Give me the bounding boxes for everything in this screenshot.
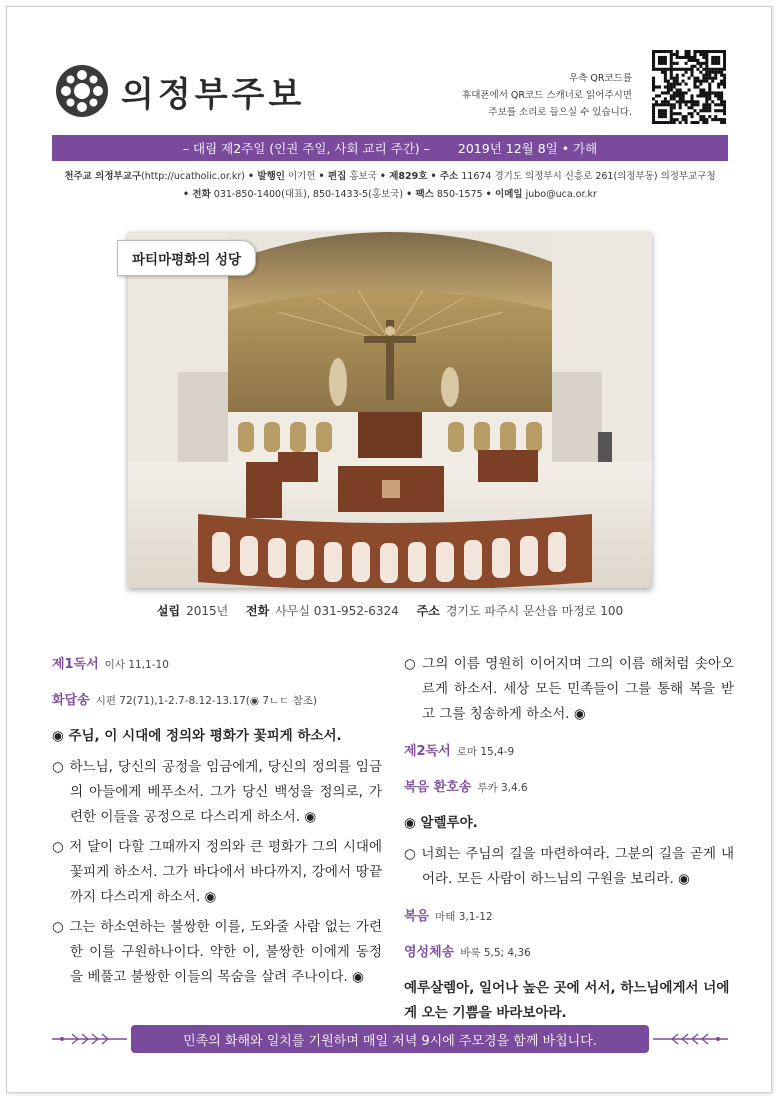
liturgical-day: – 대림 제2주일 (인권 주일, 사회 교리 주간) – bbox=[182, 141, 430, 156]
acclamation-verse: ○ 너희는 주님의 길을 마련하여라. 그분의 길을 곧게 내어라. 모든 사람이 하느님의 구원을 보리라. ◉ bbox=[404, 846, 734, 887]
left-ornament-icon bbox=[52, 1032, 127, 1046]
readings-left-column bbox=[52, 652, 382, 995]
publisher-info: 천주교 의정부교구(http://ucatholic.or.kr) • 발행인 이기헌 • 편집 홍보국 • 제829호 • 주소 11674 경기도 의정부시 신흥로 261(의정부동) 의정부교구청 bbox=[64, 171, 716, 182]
right-ornament-icon bbox=[653, 1032, 728, 1046]
communion-antiphon: 영성체송 바룩 5,5; 4,36 bbox=[404, 945, 531, 960]
second-reading: 제2독서 로마 15,4-9 bbox=[404, 744, 515, 759]
acclamation-refrain: ◉ 알렐루야. bbox=[404, 815, 478, 831]
gospel-acclamation: 복음 환호송 루카 3,4.6 bbox=[404, 780, 528, 795]
liturgical-banner bbox=[52, 135, 728, 161]
communion-text: 예루살렘아, 일어나 높은 곳에 서서, 하느님에게서 너에게 오는 기쁨을 바라보아라. bbox=[404, 980, 730, 1021]
psalm-verse: ○ 하느님, 당신의 공정을 임금에게, 당신의 정의를 임금의 아들에게 베푸소서. 그가 당신 백성을 정의로, 가련한 이들을 공정으로 다스리게 하소서. ◉ bbox=[52, 759, 382, 825]
readings-right-column bbox=[404, 652, 734, 1026]
church-caption: 설립 2015년 전화 사무실 031-952-6324 주소 경기도 파주시 문산읍 마정로 100 bbox=[156, 604, 624, 618]
diocese-emblem-icon bbox=[55, 64, 109, 118]
psalm-verse: ○ 그의 이름 영원히 이어지며 그의 이름 해처럼 솟아오르게 하소서. 세상 모든 민족들이 그를 통해 복을 받고 그를 칭송하게 하소서. ◉ bbox=[404, 656, 734, 722]
bulletin-title: 의정부주보 bbox=[121, 74, 306, 115]
psalm-verse: ○ 그는 하소연하는 불쌍한 이를, 도와줄 사람 없는 가련한 이를 구원하나이다. 약한 이, 불쌍한 이에게 동정을 베풀고 불쌍한 이들의 목숨을 살려 주나이다. ◉ bbox=[52, 919, 382, 985]
gospel: 복음 마태 3,1-12 bbox=[404, 909, 493, 924]
responsorial-psalm: 화답송 시편 72(71),1-2.7-8.12-13.17(◉ 7ㄴㄷ 참조) bbox=[52, 693, 318, 708]
bulletin-date: 2019년 12월 8일 • 가해 bbox=[457, 141, 598, 156]
church-photo bbox=[128, 232, 652, 588]
first-reading: 제1독서 이사 11,1-10 bbox=[52, 657, 169, 672]
qr-instructions: 우측 QR코드를 휴대폰에서 QR코드 스캐너로 읽어주시면 주보를 소리로 들으실 수 있습니다. bbox=[462, 73, 632, 118]
church-interior-illustration bbox=[128, 232, 652, 588]
psalm-refrain: ◉ 주님, 이 시대에 정의와 평화가 꽃피게 하소서. bbox=[52, 728, 342, 744]
psalm-verse: ○ 저 달이 다할 그때까지 정의와 큰 평화가 그의 시대에 꽃피게 하소서. 그가 바다에서 바다까지, 강에서 땅끝까지 다스리게 하소서. ◉ bbox=[52, 839, 382, 905]
prayer-notice: 민족의 화해와 일치를 기원하며 매일 저녁 9시에 주모경을 함께 바칩니다. bbox=[131, 1025, 649, 1053]
qr-code-icon[interactable] bbox=[652, 50, 726, 124]
contact-info: • 전화 031-850-1400(대표), 850-1433-5(홍보국) • 팩스 850-1575 • 이메일 jubo@uca.or.kr bbox=[183, 189, 597, 200]
church-name-label: 파티마평화의 성당 bbox=[117, 240, 256, 276]
logo bbox=[55, 64, 305, 118]
